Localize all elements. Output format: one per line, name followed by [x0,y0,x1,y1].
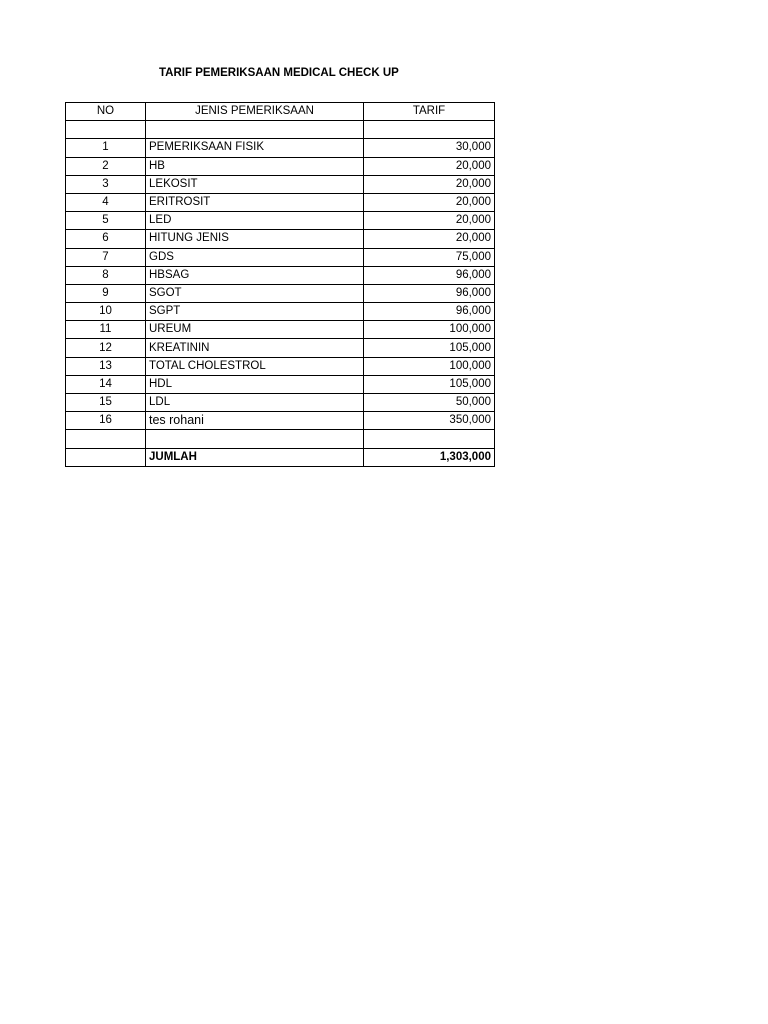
exam-tarif: 20,000 [364,193,495,211]
exam-name: HBSAG [146,266,364,284]
exam-name: SGPT [146,303,364,321]
table-row [66,394,495,412]
row-number: 9 [66,284,146,302]
exam-name: UREUM [146,321,364,339]
table-row [66,212,495,230]
exam-tarif: 20,000 [364,157,495,175]
exam-name: ERITROSIT [146,193,364,211]
empty-cell [364,121,495,139]
exam-name: HDL [146,375,364,393]
exam-name: LEKOSIT [146,175,364,193]
exam-tarif: 100,000 [364,321,495,339]
total-row [66,448,495,466]
empty-cell [66,121,146,139]
table-row [66,139,495,157]
exam-tarif: 96,000 [364,303,495,321]
row-number: 8 [66,266,146,284]
table-row [66,412,495,430]
table-row [66,375,495,393]
tariff-table [65,102,495,467]
header-row [66,103,495,121]
exam-tarif: 20,000 [364,175,495,193]
exam-tarif: 30,000 [364,139,495,157]
table-row [66,248,495,266]
spacer-row [66,430,495,448]
row-number: 14 [66,375,146,393]
exam-tarif: 96,000 [364,266,495,284]
row-number: 4 [66,193,146,211]
table-row [66,339,495,357]
exam-tarif: 50,000 [364,394,495,412]
exam-name: tes rohani [146,412,364,430]
table-row [66,303,495,321]
tariff-table-body [66,103,495,467]
row-number: 2 [66,157,146,175]
column-header-tarif: TARIF [364,103,495,121]
exam-name: KREATININ [146,339,364,357]
row-number: 12 [66,339,146,357]
column-header-no: NO [66,103,146,121]
table-row [66,321,495,339]
exam-tarif: 20,000 [364,230,495,248]
table-row [66,230,495,248]
row-number: 5 [66,212,146,230]
exam-tarif: 75,000 [364,248,495,266]
empty-cell [146,121,364,139]
exam-tarif: 96,000 [364,284,495,302]
exam-name: LDL [146,394,364,412]
empty-cell [66,430,146,448]
exam-tarif: 105,000 [364,375,495,393]
empty-cell [66,448,146,466]
row-number: 3 [66,175,146,193]
exam-name: SGOT [146,284,364,302]
row-number: 11 [66,321,146,339]
table-row [66,175,495,193]
row-number: 16 [66,412,146,430]
spacer-row [66,121,495,139]
empty-cell [364,430,495,448]
exam-name: LED [146,212,364,230]
table-row [66,357,495,375]
exam-name: TOTAL CHOLESTROL [146,357,364,375]
table-row [66,266,495,284]
empty-cell [146,430,364,448]
exam-name: GDS [146,248,364,266]
exam-tarif: 105,000 [364,339,495,357]
row-number: 13 [66,357,146,375]
row-number: 6 [66,230,146,248]
exam-name: HB [146,157,364,175]
exam-tarif: 350,000 [364,412,495,430]
column-header-name: JENIS PEMERIKSAAN [146,103,364,121]
exam-name: PEMERIKSAAN FISIK [146,139,364,157]
exam-name: HITUNG JENIS [146,230,364,248]
row-number: 7 [66,248,146,266]
table-row [66,193,495,211]
exam-tarif: 20,000 [364,212,495,230]
row-number: 1 [66,139,146,157]
total-value: 1,303,000 [364,448,495,466]
row-number: 15 [66,394,146,412]
row-number: 10 [66,303,146,321]
exam-tarif: 100,000 [364,357,495,375]
total-label: JUMLAH [146,448,364,466]
page-title: TARIF PEMERIKSAAN MEDICAL CHECK UP [159,67,399,79]
table-row [66,284,495,302]
table-row [66,157,495,175]
